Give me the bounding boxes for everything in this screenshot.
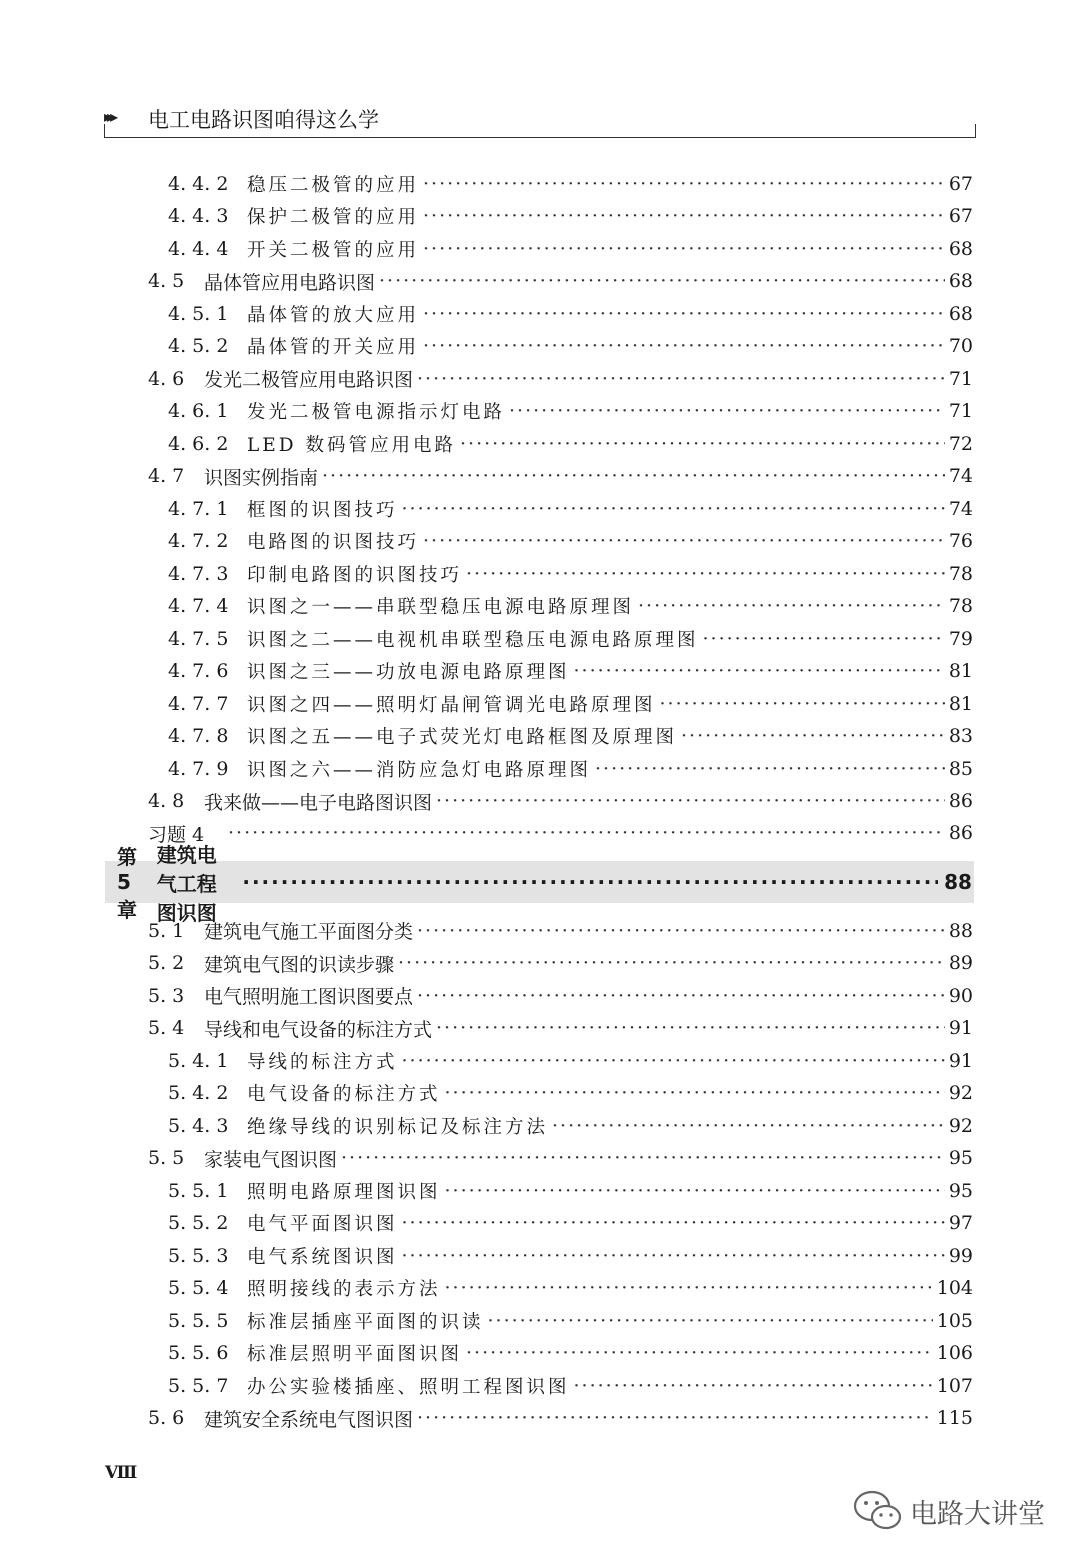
toc-entry[interactable] [168,1175,973,1207]
toc-entry[interactable] [168,330,973,362]
toc-entry[interactable] [148,460,973,492]
leader-dots [436,790,945,812]
page-folio: Ⅷ [105,1463,138,1483]
toc-entry-number: 4. 4. 4 [168,237,229,260]
toc-entry-number: 4. 7. 6 [168,660,229,682]
leader-dots [703,628,945,650]
toc-entry-title: 晶体管的放大应用 [247,304,420,326]
toc-entry-title: 电气设备的标注方式 [247,1084,441,1105]
leader-dots [436,1017,945,1039]
toc-entry[interactable] [168,1240,973,1272]
toc-entry-title: 晶体管的开关应用 [247,337,420,358]
toc-entry-page: 76 [948,530,973,552]
toc-entry-page: 71 [948,400,973,422]
toc-entry-page: 78 [948,562,973,585]
toc-entry-title: LED 数码管应用电路 [247,434,457,456]
toc-entry-page: 78 [948,595,973,617]
toc-entry-number: 4. 4. 3 [168,205,229,227]
leader-dots [402,498,945,520]
toc-entry-title: 发光二极管应用电路识图 [204,369,414,391]
toc-entry-title: 稳压二极管的应用 [247,174,420,196]
wechat-icon [852,1489,904,1533]
toc-entry[interactable] [168,655,973,687]
leader-dots [660,693,945,715]
watermark [852,1489,1045,1533]
leader-dots [552,1115,945,1137]
toc-entry-page: 72 [948,432,973,455]
leader-dots [574,660,945,682]
toc-entry-page: 67 [948,172,973,195]
toc-entry-title: 识图之三——功放电源电路原理图 [247,662,570,683]
toc-entry-title: 习题 4 [148,823,205,846]
toc-entry-number: 4. 7. 7 [168,692,229,715]
toc-entry-number: 5. 4. 2 [168,1082,229,1104]
leader-dots [423,303,945,325]
toc-entry[interactable] [168,1077,973,1109]
toc-entry[interactable] [148,915,973,947]
leader-dots [379,270,945,292]
toc-entry-title: 印制电路图的识图技巧 [247,564,463,586]
book-title: 电工电路识图咱得这么学 [148,108,379,132]
toc-entry-title: 办公实验楼插座、照明工程图识图 [247,1376,570,1398]
leader-dots [417,368,945,390]
toc-entry[interactable] [168,168,973,200]
toc-entry-page: 106 [936,1342,973,1364]
toc-entry-number: 4. 7. 5 [168,627,229,650]
toc-entry-number: 5. 5. 3 [168,1244,229,1267]
toc-entry-number: 4. 7. 9 [168,757,229,780]
toc-entry-title: 识图实例指南 [204,466,319,489]
toc-entry[interactable] [148,947,973,979]
leader-dots [398,952,945,974]
toc-entry-title: 发光二极管电源指示灯电路 [247,402,506,423]
toc-entry-page: 68 [948,270,973,292]
toc-entry[interactable] [168,1110,973,1142]
toc-entry-page: 91 [948,1017,973,1039]
toc-entry-number: 5. 5 [148,1147,185,1169]
toc-entry-title: 识图之一——串联型稳压电源电路原理图 [247,597,635,618]
toc-entry-page: 92 [948,1114,973,1137]
toc-entry-title: 电气系统图识图 [247,1246,398,1268]
leader-dots [681,725,945,747]
toc-entry-number: 5. 5. 4 [168,1277,229,1299]
leader-dots [423,173,945,195]
toc-entry-page: 115 [936,1407,973,1429]
leader-dots [509,400,945,422]
toc-entry[interactable] [168,1207,973,1239]
toc-entry[interactable] [168,493,973,525]
leader-dots [417,985,945,1007]
toc-entry-page: 88 [948,919,973,942]
toc-entry-number: 4. 7 [148,465,185,487]
toc-entry-number: 5. 6 [148,1407,185,1429]
toc-entry-number: 4. 5. 1 [168,302,229,325]
leader-dots [445,1082,945,1104]
toc-entry[interactable] [148,980,973,1012]
toc-entry[interactable] [168,753,973,785]
toc-entry-page: 74 [948,465,973,487]
toc-entry-title: 电路图的识图技巧 [247,532,420,553]
toc-entry-page: 81 [948,660,973,682]
toc-entry-title: 导线的标注方式 [247,1051,398,1073]
toc-entry[interactable] [148,785,973,817]
toc-entry-page: 68 [948,302,973,325]
toc-entry-title: 保护二极管的应用 [247,207,420,228]
toc-entry[interactable] [148,265,973,297]
toc-entry-number: 4. 6. 2 [168,432,229,455]
toc-entry-page: 95 [948,1179,973,1202]
leader-dots [402,1050,945,1072]
toc-entry-number: 5. 3 [148,984,185,1007]
leader-dots [638,595,945,617]
leader-dots [228,822,945,844]
toc-entry-page: 83 [948,725,973,747]
leader-dots [417,920,945,942]
toc-entry-title: 标准层插座平面图的识读 [247,1311,484,1333]
leader-dots [322,465,945,487]
chapter-page: 88 [944,870,972,894]
toc-entry[interactable] [168,1337,973,1369]
toc-entry[interactable] [168,1272,973,1304]
toc-entry-page: 85 [948,757,973,780]
toc-entry[interactable] [168,200,973,232]
running-header [104,100,976,138]
leader-dots [445,1180,945,1202]
toc-entry-page: 79 [948,627,973,650]
toc-entry-number: 5. 1 [148,919,185,942]
toc-entry-number: 5. 2 [148,952,185,974]
toc-entry-page: 86 [948,790,973,812]
toc-entry-number: 4. 7. 1 [168,497,229,520]
leader-dots [242,870,938,894]
toc-entry-title: 识图之六——消防应急灯电路原理图 [247,759,592,781]
toc-entry[interactable] [168,525,973,557]
toc-entry-title: 建筑电气图的识读步骤 [204,953,395,976]
toc-entry[interactable] [168,623,973,655]
toc-entry-number: 4. 7. 4 [168,595,229,617]
toc-entry-title: 晶体管应用电路识图 [204,271,376,294]
toc-entry-page: 70 [948,335,973,357]
toc-entry-page: 67 [948,205,973,227]
toc-entry-page: 104 [936,1277,973,1299]
leader-dots [460,433,945,455]
toc-entry-number: 4. 5. 2 [168,335,229,357]
leader-dots [423,530,945,552]
leader-dots [445,1277,933,1299]
toc-entry-title: 框图的识图技巧 [247,499,398,521]
toc-entry-number: 4. 8 [148,790,185,812]
header-rule-tick-right [975,124,976,138]
toc-entry[interactable] [148,1402,973,1434]
toc-entry-exercise[interactable] [148,817,973,849]
toc-entry-page: 105 [936,1309,973,1332]
toc-entry[interactable] [148,1012,973,1044]
toc-entry-page: 97 [948,1212,973,1234]
toc-entry-page: 81 [948,692,973,715]
toc-entry-number: 4. 7. 2 [168,530,229,552]
toc-entry-title: 照明接线的表示方法 [247,1279,441,1300]
toc-entry-title: 识图之四——照明灯晶闸管调光电路原理图 [247,694,656,716]
toc-entry-page: 68 [948,237,973,260]
toc-entry-number: 5. 5. 7 [168,1374,229,1397]
toc-entry-title: 建筑安全系统电气图识图 [204,1408,414,1431]
toc-entry-number: 4. 7. 3 [168,562,229,585]
toc-entry-title: 电气照明施工图识图要点 [204,986,414,1008]
toc-entry-page: 90 [948,984,973,1007]
toc-entry-number: 5. 5. 6 [168,1342,229,1364]
toc-entry[interactable] [168,428,973,460]
toc-entry-title: 照明电路原理图识图 [247,1181,441,1203]
header-arrows-icon: ▸▸▸ [104,107,114,126]
toc-entry[interactable] [168,298,973,330]
toc-entry-number: 5. 4 [148,1017,185,1039]
toc-entry-page: 74 [948,497,973,520]
leader-dots [574,1375,933,1397]
toc-entry-page: 86 [948,822,973,844]
toc-entry-number: 5. 5. 1 [168,1179,229,1202]
toc-entry[interactable] [168,395,973,427]
toc-entry[interactable] [148,1142,973,1174]
toc-entry[interactable] [168,1370,973,1402]
toc-entry[interactable] [168,233,973,265]
leader-dots [402,1245,945,1267]
toc-entry-title: 绝缘导线的识别标记及标注方法 [247,1116,549,1138]
toc-entry-title: 识图之二——电视机串联型稳压电源电路原理图 [247,629,699,651]
toc-entry-number: 5. 4. 1 [168,1049,229,1072]
toc-entry-number: 4. 6. 1 [168,400,229,422]
toc-entry[interactable] [168,688,973,720]
header-rule [104,137,976,138]
toc-entry-number: 5. 5. 2 [168,1212,229,1234]
toc-entry-title: 导线和电气设备的标注方式 [204,1018,433,1041]
toc-entry-number: 4. 5 [148,270,185,292]
watermark-text: 电路大讲堂 [910,1498,1045,1530]
leader-dots [466,563,945,585]
toc-entry[interactable] [168,720,973,752]
toc-entry-number: 4. 6 [148,367,185,390]
toc-entry-page: 99 [948,1244,973,1267]
toc-entry-title: 标准层照明平面图识图 [247,1344,463,1365]
toc-entry-page: 91 [948,1049,973,1072]
leader-dots [423,335,945,357]
toc-entry-page: 71 [948,367,973,390]
toc-entry-title: 识图之五——电子式荧光灯电路框图及原理图 [247,727,678,748]
leader-dots [595,758,945,780]
chapter-number: 第 5 章 [117,845,137,922]
toc-entry-title: 家装电气图识图 [204,1148,338,1171]
toc-entry-page: 95 [948,1147,973,1169]
leader-dots [417,1407,933,1429]
toc-entry[interactable] [168,1045,973,1077]
leader-dots [466,1342,933,1364]
toc-entry-title: 开关二极管的应用 [247,239,420,261]
toc-entry-title: 建筑电气施工平面图分类 [204,921,414,943]
toc-entry-title: 我来做——电子电路图识图 [204,791,433,814]
toc-entry-page: 92 [948,1082,973,1104]
toc-entry-page: 89 [948,952,973,974]
leader-dots [341,1147,945,1169]
leader-dots [423,238,945,260]
leader-dots [488,1310,933,1332]
toc-entry-number: 4. 7. 8 [168,725,229,747]
toc-entry[interactable] [148,363,973,395]
chapter-title: 建筑电气工程图识图 [156,842,217,925]
toc-entry-title: 电气平面图识图 [247,1214,398,1235]
leader-dots [423,205,945,227]
toc-entry-number: 4. 4. 2 [168,172,229,195]
leader-dots [402,1212,945,1234]
chapter-heading[interactable] [105,842,974,925]
toc-entry-number: 5. 5. 5 [168,1309,229,1332]
toc-entry[interactable] [168,1305,973,1337]
toc-entry-page: 107 [936,1374,973,1397]
toc-entry[interactable] [168,558,973,590]
toc-entry[interactable] [168,590,973,622]
header-rule-tick-left [104,124,105,138]
toc-entry-number: 5. 4. 3 [168,1114,229,1137]
